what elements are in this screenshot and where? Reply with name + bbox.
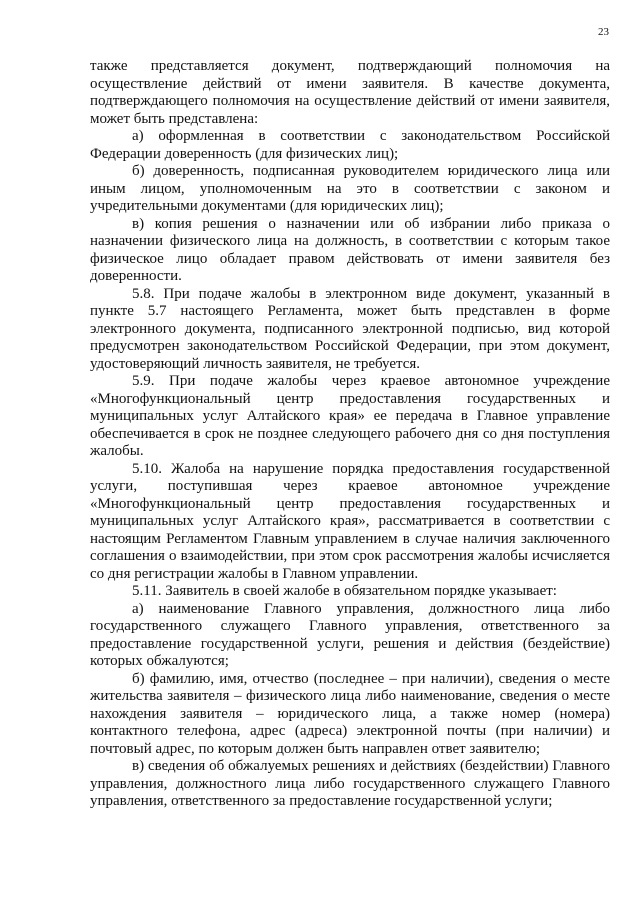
paragraph-5-11: 5.11. Заявитель в своей жалобе в обязательном порядке указывает: xyxy=(132,583,557,599)
paragraph-item-b-power-of-attorney: б) доверенность, подписанная руководителем юридического лица или иным лицом, уполномоченным на это в соответствии с законом и учредительными документами (для юридических лиц); xyxy=(90,163,610,214)
paragraph-5-11-item-a: а) наименование Главного управления, должностного лица либо государственного служащего Главного управления, ответственного за предоставление государственной услуги, решения и действия (бездействие) которых обжалуются; xyxy=(90,600,610,669)
paragraph-5-9: 5.9. При подаче жалобы через краевое автономное учреждение «Многофункциональный центр предоставления государственных и муниципальных услуг Алтайского края» ее передача в Главное управление обеспечивается в срок не позднее следующего рабочего дня со дня поступления жалобы. xyxy=(90,373,610,459)
page-number: 23 xyxy=(598,26,609,38)
document-body xyxy=(90,58,610,811)
paragraph-continuation: также представляется документ, подтверждающий полномочия на осуществление действий от имени заявителя. В качестве документа, подтверждающего полномочия на осуществление действий от имени заявителя, может быть представлена: xyxy=(90,58,610,127)
paragraph-item-c-appointment-decision: в) копия решения о назначении или об избрании либо приказа о назначении физического лица на должность, в соответствии с которым такое физическое лицо обладает правом действовать от имени заявителя без доверенности. xyxy=(90,215,610,284)
paragraph-5-11-item-c: в) сведения об обжалуемых решениях и действиях (бездействии) Главного управления, должностного лица либо государственного служащего Главного управления, ответственного за предоставление государственной услуги; xyxy=(90,758,610,809)
paragraph-5-8: 5.8. При подаче жалобы в электронном виде документ, указанный в пункте 5.7 настоящего Регламента, может быть представлен в форме электронного документа, подписанного электронной подписью, вид которой предусмотрен законодательством Российской Федерации, при этом документ, удостоверяющий личность заявителя, не требуется. xyxy=(90,285,610,372)
paragraph-5-11-item-b: б) фамилию, имя, отчество (последнее – при наличии), сведения о месте жительства заявителя – физического лица либо наименование, сведения о месте нахождения заявителя – юридического лица, а также номер (номера) контактного телефона, адрес (адреса) электронной почты (при наличии) и почтовый адрес, по которым должен быть направлен ответ заявителю; xyxy=(90,670,610,757)
paragraph-item-a-power-of-attorney: а) оформленная в соответствии с законодательством Российской Федерации доверенность (для физических лиц); xyxy=(90,128,610,162)
paragraph-5-10: 5.10. Жалоба на нарушение порядка предоставления государственной услуги, поступившая через краевое автономное учреждение «Многофункциональный центр предоставления государственных и муниципальных услуг Алтайского края», рассматривается в соответствии с настоящим Регламентом Главным управлением в случае наличия заключенного соглашения о взаимодействии, при этом срок рассмотрения жалобы исчисляется со дня регистрации жалобы в Главном управлении. xyxy=(90,460,610,582)
